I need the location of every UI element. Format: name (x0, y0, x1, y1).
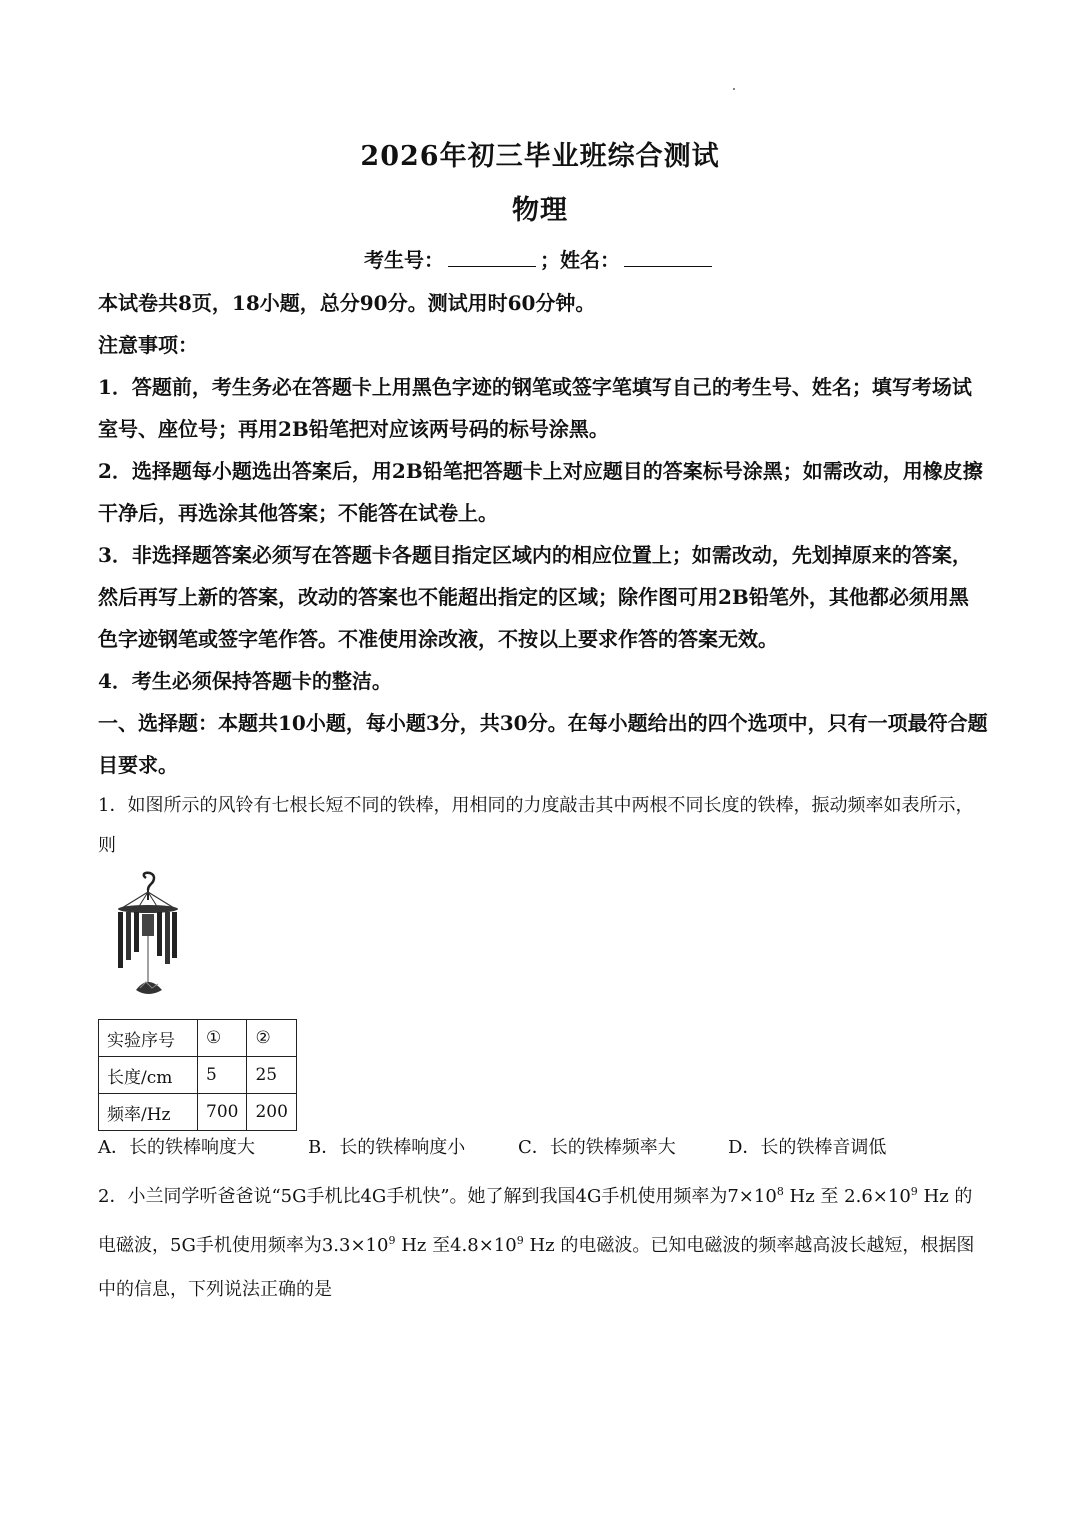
separator: ； (540, 248, 560, 272)
table-cell: 频率/Hz (99, 1094, 198, 1131)
q2-text: Hz 至 (395, 1235, 451, 1256)
exponent: 8 (776, 1185, 784, 1198)
table-cell: 200 (247, 1094, 296, 1131)
exam-no-blank (448, 248, 536, 267)
table-cell: 实验序号 (99, 1020, 198, 1057)
exponent: 9 (910, 1185, 918, 1198)
notice-item: 4．考生必须保持答题卡的整洁。 (98, 669, 392, 693)
option-d: D．长的铁棒音调低 (728, 1137, 887, 1158)
table-row (99, 1057, 297, 1094)
table-row (99, 1020, 297, 1057)
question-2-stem (98, 1170, 988, 1312)
exponent: 9 (516, 1234, 524, 1247)
table-cell: 长度/cm (99, 1057, 198, 1094)
freq-value: 3.3×10 (321, 1235, 389, 1256)
exam-summary: 本试卷共8页，18小题，总分90分。测试用时60分钟。 (98, 291, 596, 315)
freq-value: 2.6×10 (844, 1186, 911, 1207)
notice-item: 2．选择题每小题选出答案后，用2B铅笔把答题卡上对应题目的答案标号涂黑；如需改动，用橡皮擦干净后，再选涂其他答案；不能答在试卷上。 (98, 459, 983, 525)
q2-text: Hz 的电磁波。已知电磁波的频率越高波长越短，根据图中的信息，下列说法正确的是 (98, 1235, 975, 1300)
notice-item: 3．非选择题答案必须写在答题卡各题目指定区域内的相应位置上；如需改动，先划掉原来的答案，然后再写上新的答案，改动的答案也不能超出指定的区域；除作图可用2B铅笔外，其他都必须用黑色字迹钢笔或签字笔作答。不准使用涂改液，不按以上要求作答的答案无效。 (98, 543, 972, 651)
subject-title: 物理 (512, 195, 568, 226)
option-b: B．长的铁棒响度小 (308, 1137, 466, 1158)
option-c: C．长的铁棒频率大 (518, 1137, 676, 1158)
section-heading: 一、选择题：本题共10小题，每小题3分，共30分。在每小题给出的四个选项中，只有一项最符合题目要求。 (98, 711, 988, 777)
frequency-table (98, 1019, 297, 1131)
q2-text: Hz 的电磁波，5G手机使用频率为 (98, 1186, 973, 1256)
table-row (99, 1094, 297, 1131)
scan-speck (733, 88, 735, 90)
name-blank (624, 248, 712, 267)
wind-chime-figure (108, 870, 188, 1010)
q2-text: 2．小兰同学听爸爸说“5G手机比4G手机快”。她了解到我国4G手机使用频率为 (98, 1186, 728, 1207)
exam-no-label: 考生号： (364, 248, 444, 272)
exam-title: 2026年初三毕业班综合测试 (360, 141, 720, 172)
table-cell: ② (247, 1020, 296, 1057)
table-cell: 25 (247, 1057, 296, 1094)
candidate-info-line (0, 244, 1080, 273)
q2-text: Hz 至 (783, 1186, 845, 1207)
name-label: 姓名： (560, 248, 620, 272)
freq-value: 7×10 (727, 1186, 777, 1207)
exponent: 9 (388, 1234, 396, 1247)
freq-value: 4.8×10 (450, 1235, 517, 1256)
table-cell: 5 (198, 1057, 247, 1094)
notice-heading: 注意事项： (98, 333, 198, 357)
option-a: A．长的铁棒响度大 (98, 1137, 255, 1158)
table-cell: ① (198, 1020, 247, 1057)
question-1-stem: 1．如图所示的风铃有七根长短不同的铁棒，用相同的力度敲击其中两根不同长度的铁棒，振动频率如表所示，则 (98, 795, 974, 856)
notice-item: 1．答题前，考生务必在答题卡上用黑色字迹的钢笔或签字笔填写自己的考生号、姓名；填写考场试室号、座位号；再用2B铅笔把对应该两号码的标号涂黑。 (98, 375, 972, 441)
table-cell: 700 (198, 1094, 247, 1131)
